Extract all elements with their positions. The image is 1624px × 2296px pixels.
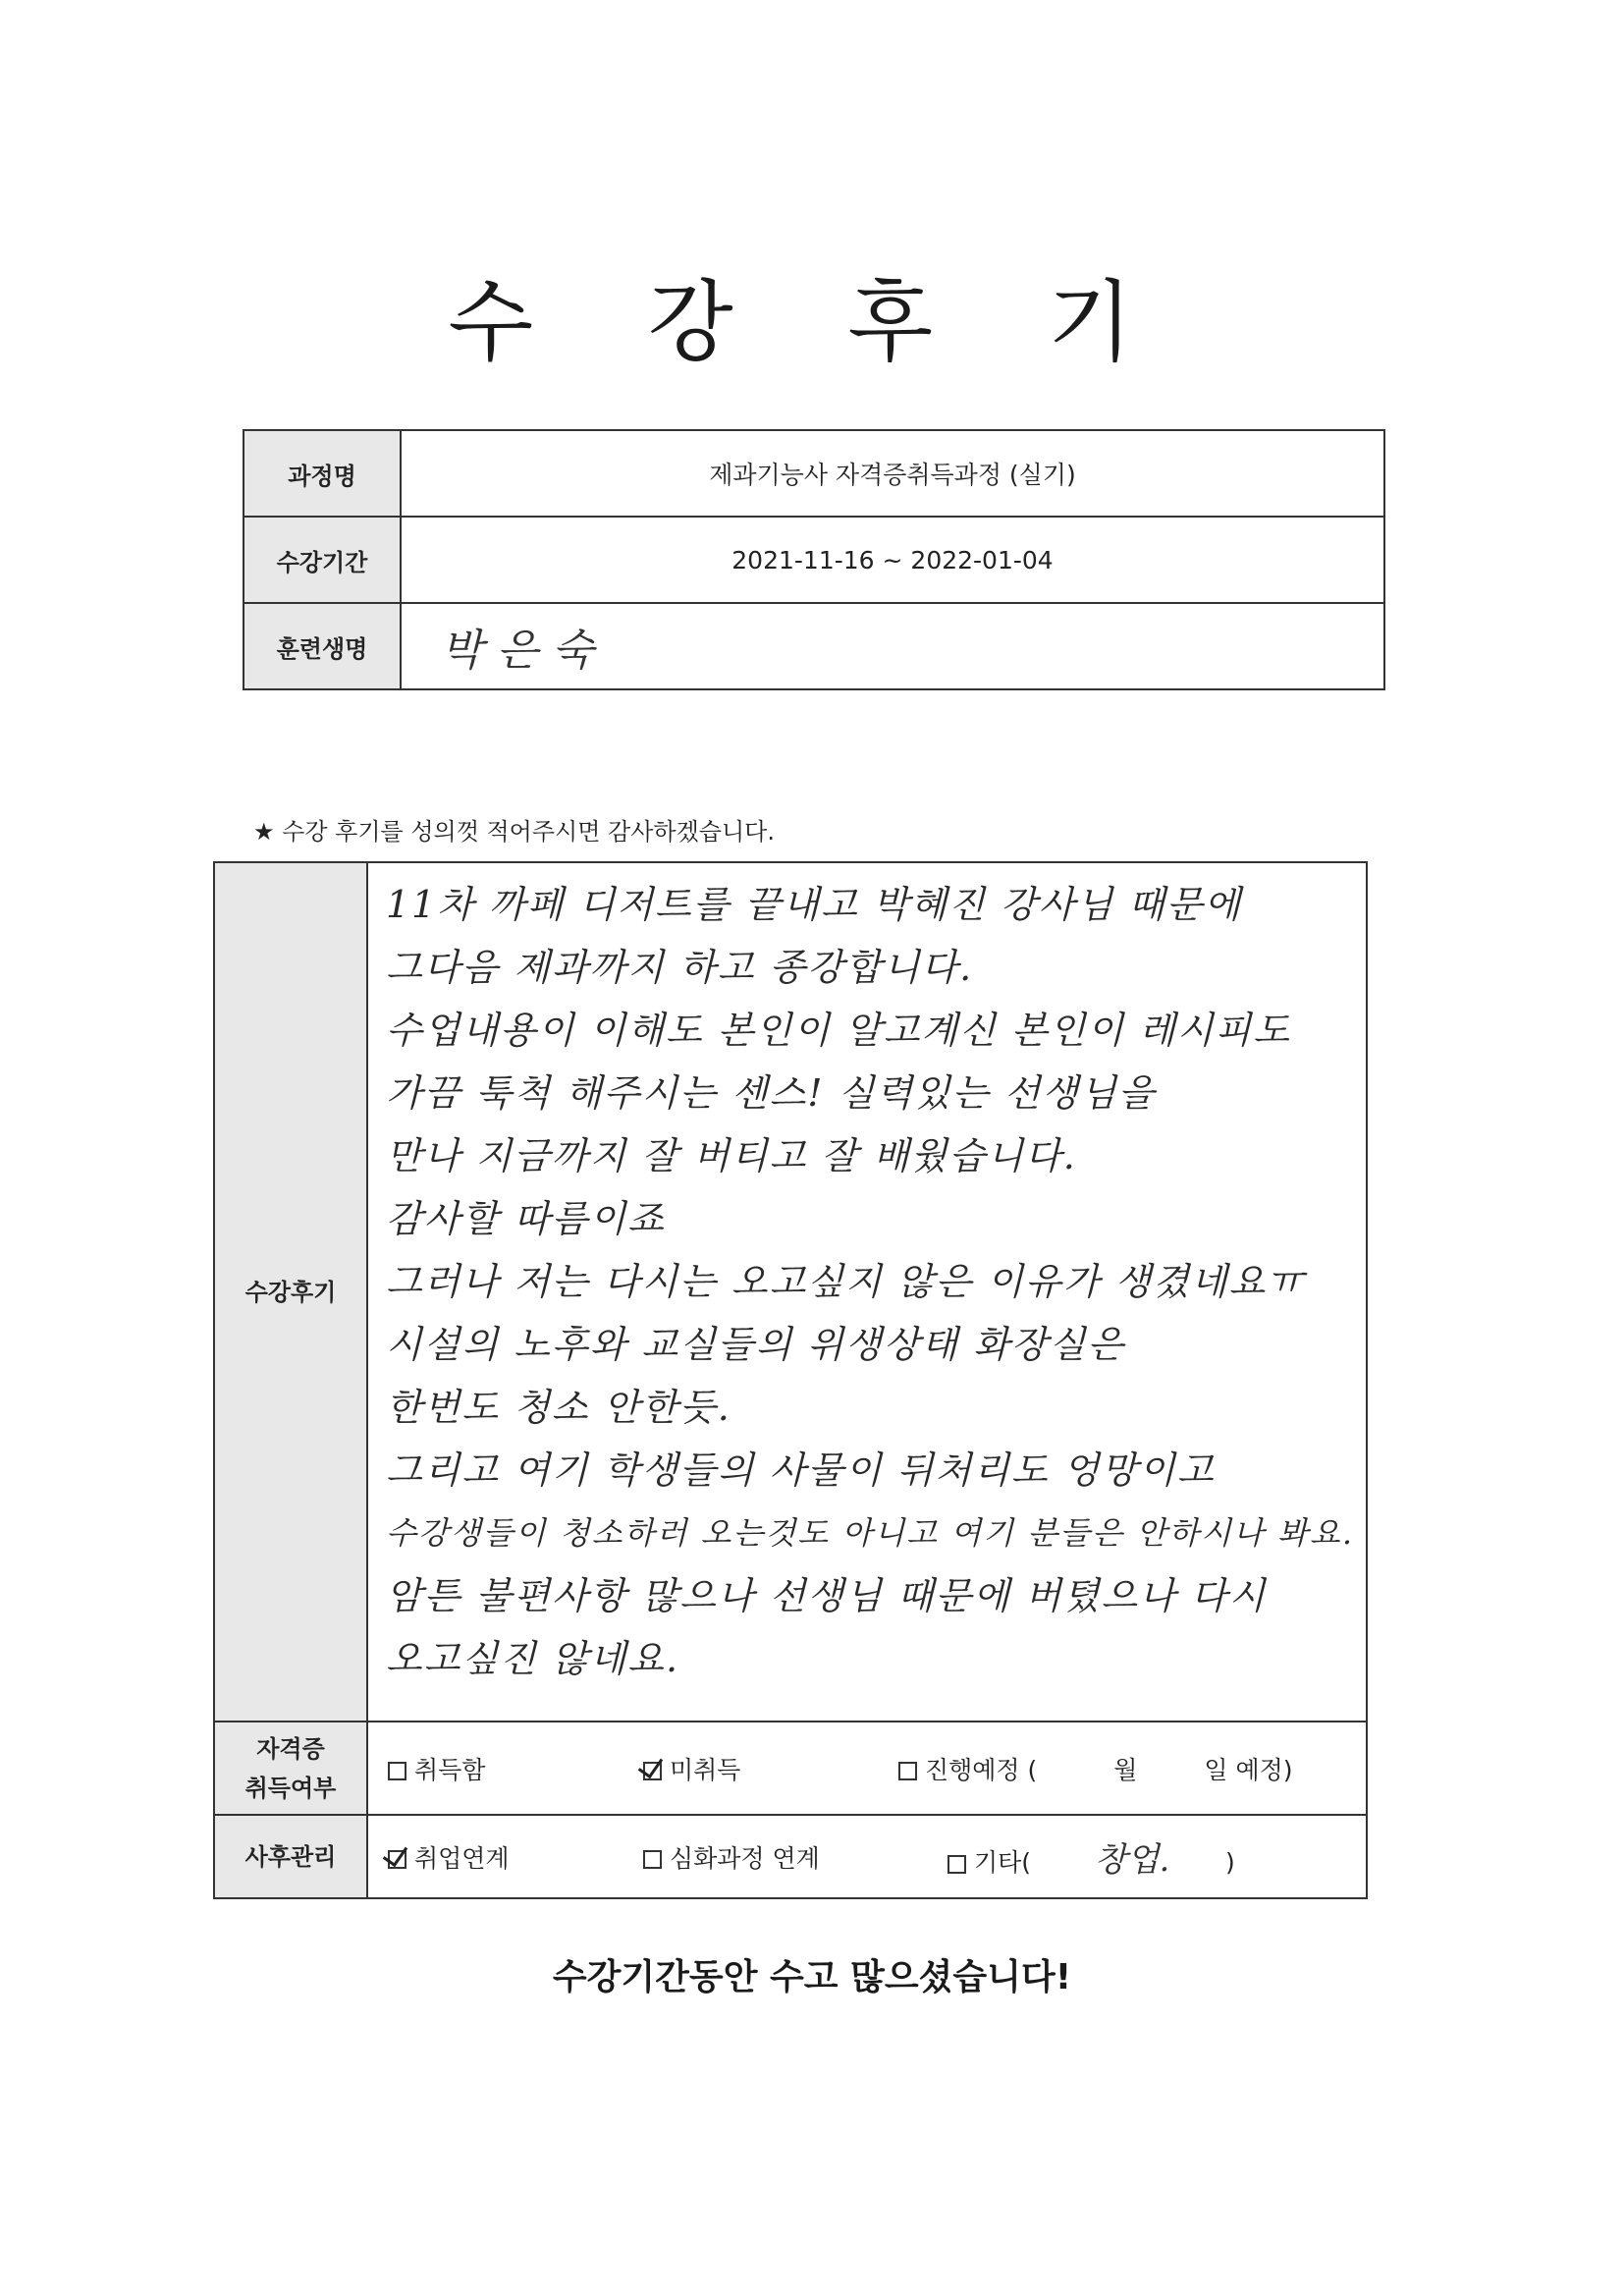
review-line: 그리고 여기 학생들의 사물이 뒤처리도 엉망이고 xyxy=(385,1449,1216,1492)
review-label: 수강후기 xyxy=(214,862,367,1722)
cert-label-line1: 자격증 xyxy=(256,1734,325,1763)
after-care-label: 사후관리 xyxy=(214,1815,367,1898)
cert-label-line2: 취득여부 xyxy=(244,1774,337,1802)
advanced-course-label: 심화과정 연계 xyxy=(669,1843,820,1873)
cert-planned-day: 일 예정) xyxy=(1204,1755,1293,1784)
other-close: ) xyxy=(1225,1848,1235,1877)
period-value: 2021-11-16 ~ 2022-01-04 xyxy=(401,517,1384,603)
review-line: 가끔 툭척 해주시는 센스! 실력있는 선생님을 xyxy=(385,1071,1157,1115)
other-checkbox[interactable] xyxy=(947,1855,966,1874)
employment-link-label: 취업연계 xyxy=(413,1843,510,1873)
review-line: 오고싶진 않네요. xyxy=(385,1637,680,1680)
trainee-label: 훈련생명 xyxy=(244,603,401,689)
review-line: 수강생들이 청소하러 오는것도 아니고 여기 분들은 안하시나 봐요. xyxy=(385,1514,1354,1552)
review-line: 그러나 저는 다시는 오고싶지 않은 이유가 생겼네요ㅠ xyxy=(385,1260,1306,1303)
review-line: 한번도 청소 안한듯. xyxy=(385,1386,731,1429)
cert-obtained-label: 취득함 xyxy=(413,1755,486,1784)
review-line: 그다음 제과까지 하고 종강합니다. xyxy=(385,946,974,989)
review-line: 감사할 따름이죠 xyxy=(385,1197,667,1240)
instruction-note: ★ 수강 후기를 성의껏 적어주시면 감사하겠습니다. xyxy=(253,818,775,846)
course-info-table xyxy=(243,429,1385,690)
cert-options xyxy=(367,1722,1367,1815)
review-body xyxy=(367,862,1367,1722)
review-table xyxy=(213,861,1368,1899)
page-title: 수 강 후 기 xyxy=(448,271,1176,374)
cert-not-obtained-checkbox[interactable] xyxy=(643,1762,662,1780)
other-label: 기타( xyxy=(973,1848,1032,1877)
course-label: 과정명 xyxy=(244,430,401,517)
review-line: 만나 지금까지 잘 버티고 잘 배웠습니다. xyxy=(385,1134,1077,1177)
review-line: 11차 까페 디저트를 끝내고 박혜진 강사님 때문에 xyxy=(385,883,1243,926)
cert-planned-label: 진행예정 ( xyxy=(924,1755,1038,1784)
other-value-handwritten: 창업. xyxy=(1094,1840,1170,1880)
review-line: 시설의 노후와 교실들의 위생상태 화장실은 xyxy=(385,1323,1126,1366)
period-label: 수강기간 xyxy=(244,517,401,603)
cert-planned-checkbox[interactable] xyxy=(898,1762,917,1780)
after-care-options xyxy=(367,1815,1367,1898)
course-value: 제과기능사 자격증취득과정 (실기) xyxy=(401,430,1384,517)
cert-planned-month: 월 xyxy=(1113,1755,1138,1784)
cert-label xyxy=(214,1722,367,1815)
cert-not-obtained-label: 미취득 xyxy=(669,1755,741,1784)
advanced-course-checkbox[interactable] xyxy=(643,1850,662,1869)
review-line: 암튼 불편사항 많으나 선생님 때문에 버텼으나 다시 xyxy=(385,1574,1268,1617)
employment-link-checkbox[interactable] xyxy=(388,1850,406,1869)
trainee-name-handwritten: 박 은 숙 xyxy=(441,626,594,676)
closing-message: 수강기간동안 수고 많으셨습니다! xyxy=(552,1957,1072,1997)
review-line: 수업내용이 이해도 본인이 알고계신 본인이 레시피도 xyxy=(385,1009,1291,1052)
cert-obtained-checkbox[interactable] xyxy=(388,1762,406,1780)
